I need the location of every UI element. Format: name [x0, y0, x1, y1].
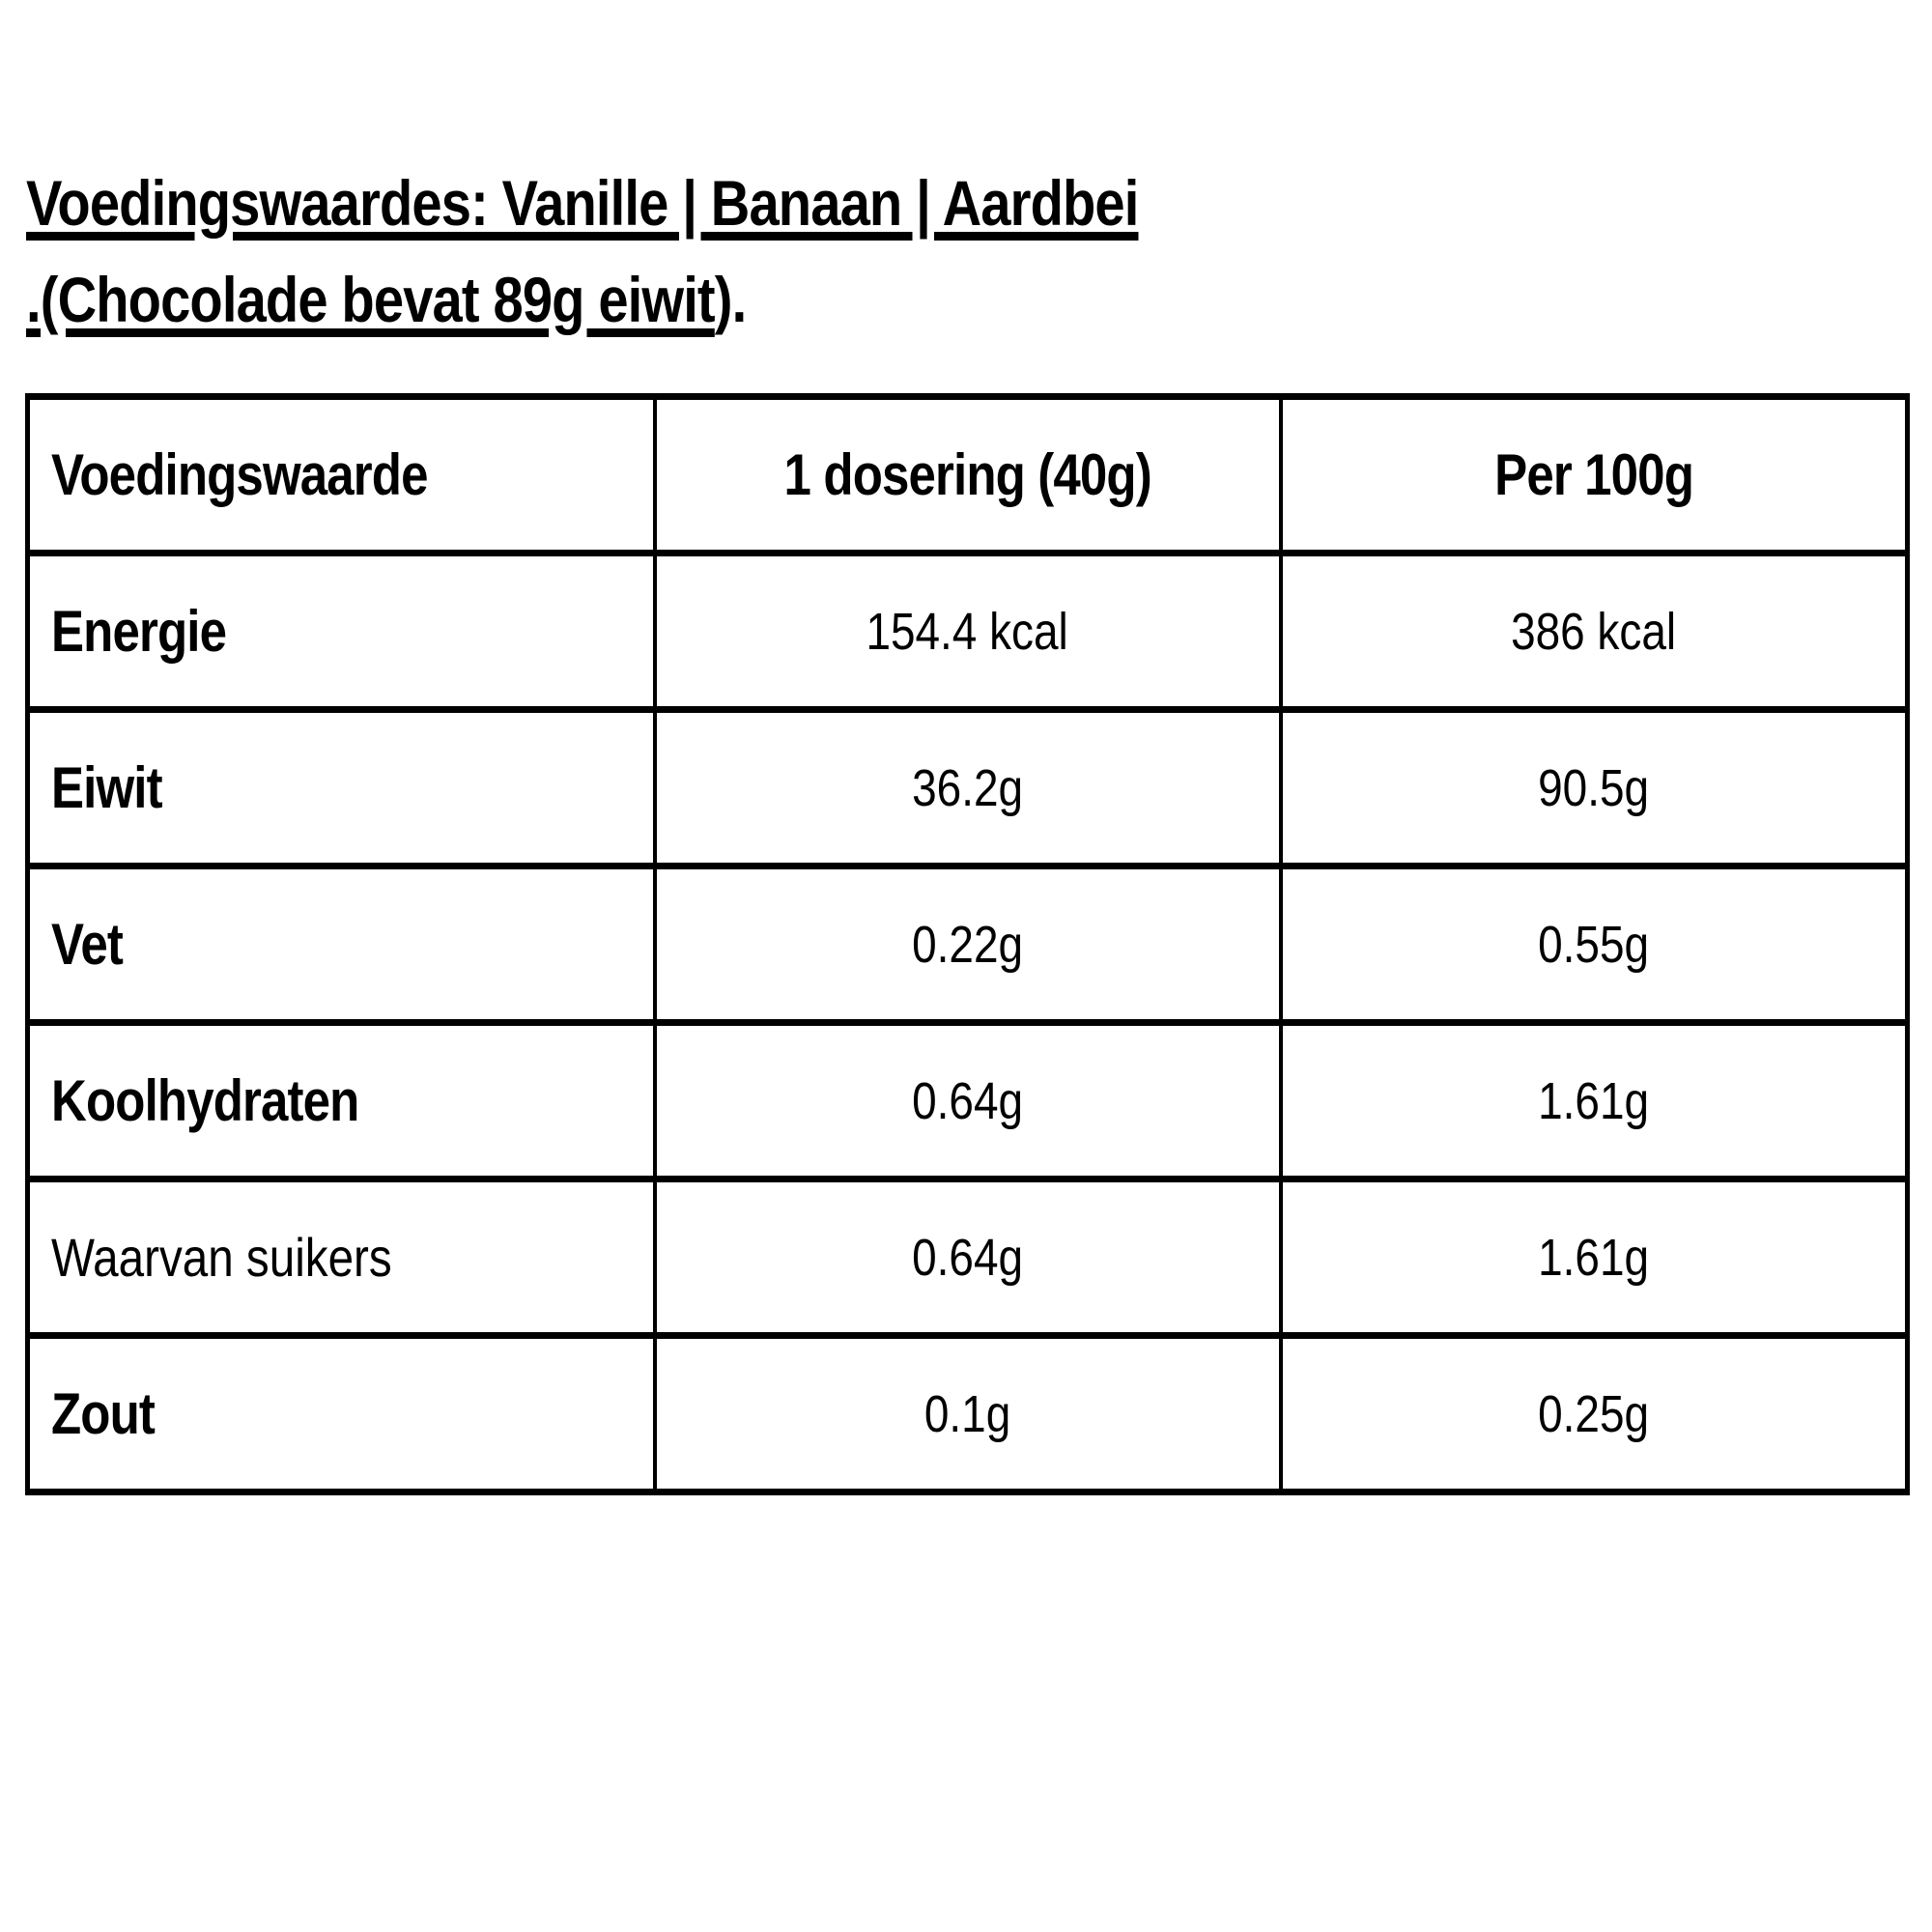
zout-per-serving-value [655, 1336, 1281, 1492]
table-row-vet [28, 867, 1908, 1023]
row-label-waarvan-suikers-text: Waarvan suikers [51, 1227, 392, 1288]
koolhydraten-per-100g-text: 1.61g [1538, 1071, 1650, 1130]
row-label-energie-text: Energie [51, 599, 227, 664]
waarvan-suikers-per-serving-text: 0.64g [912, 1228, 1023, 1287]
eiwit-per-serving-value [655, 710, 1281, 867]
koolhydraten-per-serving-text: 0.64g [912, 1071, 1023, 1130]
title-line-2-text [26, 251, 746, 348]
table-row-eiwit [28, 710, 1908, 867]
vet-per-100g-text: 0.55g [1538, 915, 1650, 974]
eiwit-per-serving-text: 36.2g [912, 758, 1023, 817]
row-label-koolhydraten-text: Koolhydraten [51, 1068, 359, 1133]
waarvan-suikers-per-100g-text: 1.61g [1538, 1228, 1650, 1287]
eiwit-per-100g-value [1281, 710, 1908, 867]
row-label-vet-text: Vet [51, 912, 124, 977]
table-row-zout [28, 1336, 1908, 1492]
koolhydraten-per-100g-value [1281, 1023, 1908, 1179]
energie-per-serving-value [655, 554, 1281, 710]
title-line-2 [26, 251, 1335, 348]
row-label-koolhydraten [28, 1023, 655, 1179]
row-label-waarvan-suikers [28, 1179, 655, 1336]
row-label-vet [28, 867, 655, 1023]
table-row-energie [28, 554, 1908, 710]
title-line-2-underlined: .(Chocolade bevat 89g eiwit [26, 264, 715, 335]
waarvan-suikers-per-100g-value [1281, 1179, 1908, 1336]
zout-per-100g-text: 0.25g [1538, 1384, 1650, 1443]
table-row-waarvan-suikers [28, 1179, 1908, 1336]
zout-per-serving-text: 0.1g [923, 1384, 1011, 1443]
waarvan-suikers-per-serving-value [655, 1179, 1281, 1336]
vet-per-serving-text: 0.22g [912, 915, 1023, 974]
nutrition-table [25, 393, 1910, 1495]
energie-per-100g-text: 386 kcal [1511, 602, 1677, 661]
column-header-per-100g [1281, 397, 1908, 554]
column-header-per-serving-label: 1 dosering (40g) [783, 442, 1151, 507]
column-header-nutrient-label: Voedingswaarde [51, 442, 428, 507]
column-header-nutrient [28, 397, 655, 554]
row-label-eiwit-text: Eiwit [51, 755, 162, 820]
vet-per-100g-value [1281, 867, 1908, 1023]
row-label-eiwit [28, 710, 655, 867]
zout-per-100g-value [1281, 1336, 1908, 1492]
column-header-per-serving [655, 397, 1281, 554]
eiwit-per-100g-text: 90.5g [1538, 758, 1650, 817]
vet-per-serving-value [655, 867, 1281, 1023]
title-line-1-text: Voedingswaardes: Vanille | Banaan | Aardbei [26, 167, 1139, 239]
column-header-per-100g-label: Per 100g [1493, 442, 1693, 507]
row-label-energie [28, 554, 655, 710]
energie-per-serving-text: 154.4 kcal [866, 602, 1069, 661]
title-line-2-trailing: ). [714, 264, 747, 335]
title-line-1 [26, 155, 1335, 251]
row-label-zout-text: Zout [51, 1381, 156, 1446]
table-header-row [28, 397, 1908, 554]
page-title [26, 155, 1335, 348]
row-label-zout [28, 1336, 655, 1492]
koolhydraten-per-serving-value [655, 1023, 1281, 1179]
table-row-koolhydraten [28, 1023, 1908, 1179]
energie-per-100g-value [1281, 554, 1908, 710]
